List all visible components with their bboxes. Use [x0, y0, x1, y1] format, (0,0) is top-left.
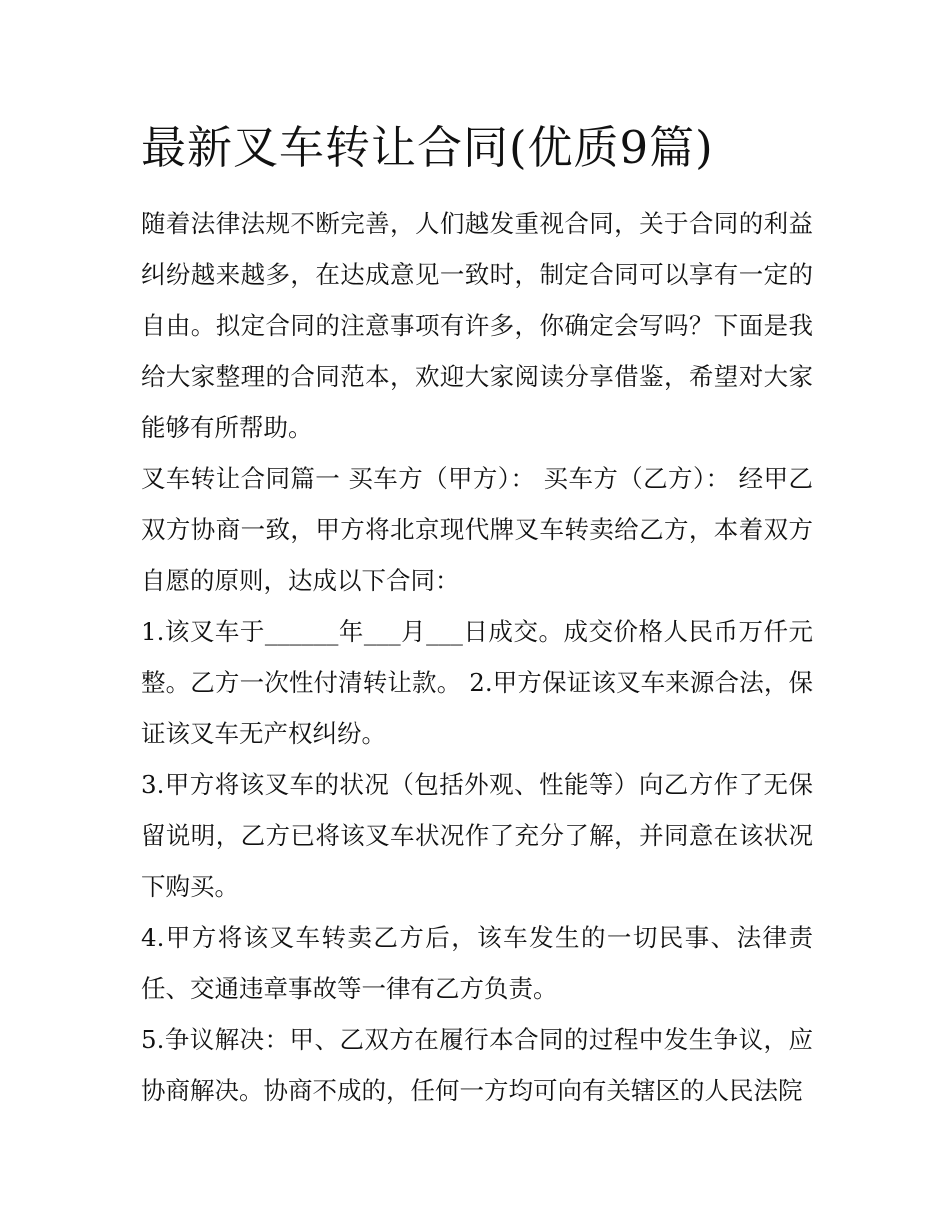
clause-1-2: 1.该叉车于______年___月___日成交。成交价格人民币万仟元整。乙方一次性付清转让款。 2.甲方保证该叉车来源合法，保证该叉车无产权纠纷。: [141, 617, 813, 748]
intro-paragraph: 随着法律法规不断完善，人们越发重视合同，关于合同的利益纠纷越来越多，在达成意见一致时，制定合同可以享有一定的自由。拟定合同的注意事项有许多，你确定会写吗？下面是我给大家整理的合同范本，欢迎大家阅读分享借鉴，希望对大家能够有所帮助。: [141, 209, 813, 442]
document-body: [141, 112, 813, 1116]
contract-preamble: 叉车转让合同篇一 买车方（甲方）： 买车方（乙方）： 经甲乙双方协商一致，甲方将北京现代牌叉车转卖给乙方，本着双方自愿的原则，达成以下合同：: [141, 464, 813, 595]
clause-4: 4.甲方将该叉车转卖乙方后，该车发生的一切民事、法律责任、交通违章事故等一律有乙方负责。: [141, 923, 813, 1003]
clause-3: 3.甲方将该叉车的状况（包括外观、性能等）向乙方作了无保留说明，乙方已将该叉车状况作了充分了解，并同意在该状况下购买。: [141, 770, 813, 901]
document-title: 最新叉车转让合同(优质9篇): [141, 121, 714, 174]
clause-5: 5.争议解决：甲、乙双方在履行本合同的过程中发生争议，应协商解决。协商不成的，任何一方均可向有关辖区的人民法院: [141, 1025, 813, 1105]
